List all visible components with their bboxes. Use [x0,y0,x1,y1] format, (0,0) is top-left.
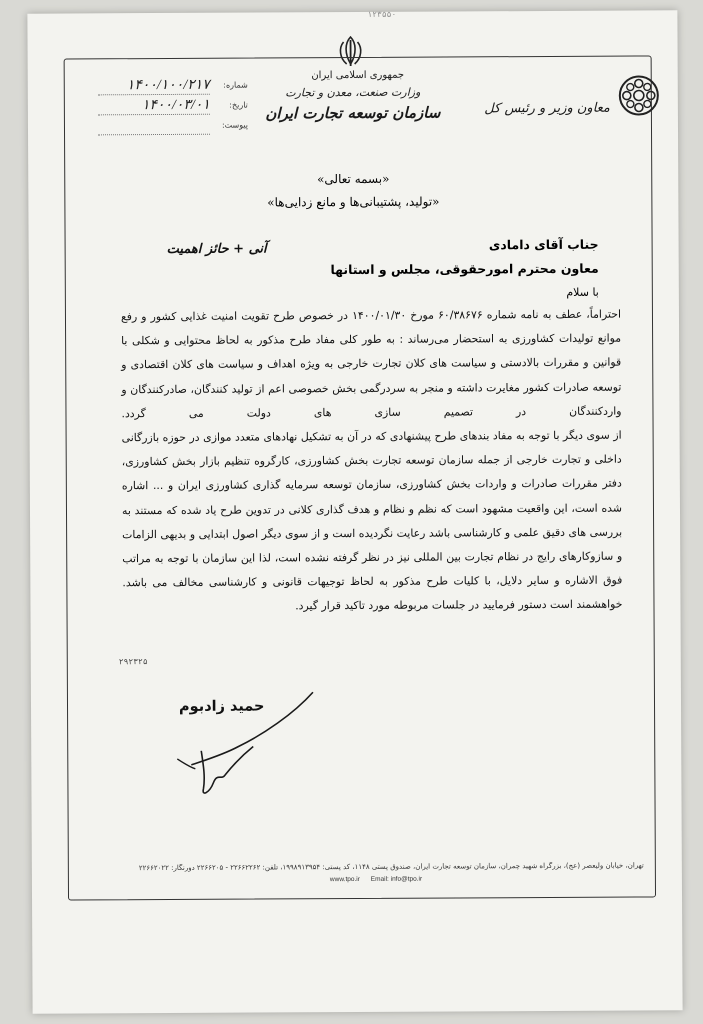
body-paragraph-2: از سوی دیگر با توجه به مفاد بندهای طرح پیشنهادی که در آن به تشکیل نهادهای متعدد موازی در حوزه بازرگانی داخلی و تجارت خارجی از جمله سازمان توسعه تجارت بخش کشاورزی، کارگروه تنظیم بازار بخش کشاورزی، دفتر مقررات صادرات و واردات بخش کشاورزی، سازمان توسعه سرمایه گذاری کشاورزی ایران و ... اشاره شده است، این واقعیت مشهود است که نظم و نظام و هدف گذاری کلانی در تدوین طرح یاد شده که مستند به بررسی های دقیق علمی و کارشناسی باشد رعایت نگردیده است و از سوی دیگر اصول ابتدایی و بدیهی الزامات و سازوکارهای رایج در نظام تجارت بین المللی نیز در نظر گرفته نشده است، لذا این سازمان با توجه به مراتب فوق الاشاره و سایر دلایل، با کلیات طرح مذکور به لحاظ توجیهات قانونی و کارشناسی مخالف می باشد. خواهشمند است دستور فرمایید در جلسات مربوطه مورد تاکید قرار گیرد. [121,428,623,613]
letter-meta [98,77,248,138]
header-ministry: وزارت صنعت، معدن و تجارت [285,85,421,100]
greeting: با سلام [566,285,599,299]
header-deputy-title: معاون وزیر و رئیس کل [484,100,610,117]
year-slogan: «تولید، پشتیبانی‌ها و مانع زدایی‌ها» [267,194,440,210]
meta-attachment-line [98,134,210,136]
footer-address: تهران، خیابان ولیعصر (عج)، بزرگراه شهید چمران، سازمان توسعه تجارت ایران، صندوق پستی ۱۱۴۸، کد پستی: ۱۹۹۸۹۱۳۹۵۴، تلفن: ۲۲۶۶۲۲۶۲ - ۲۲۶۶۲۰۵ دورنگار: ۲۲۶۶۲۰۲۲ [138,861,644,873]
meta-number-value: ۱۴۰۰/۱۰۰/۲۱۷ [126,77,210,94]
addressee: جناب آقای دامادی [488,236,599,253]
footer-email[interactable]: Email: info@tpo.ir [370,875,423,883]
letter-sheet [27,10,682,1013]
footer-website[interactable]: www.tpo.ir [329,875,360,884]
header-organization: سازمان توسعه تجارت ایران [265,103,441,123]
meta-number-row [98,77,248,98]
meta-date-value: ۱۴۰۰/۰۳/۰۱ [141,97,210,114]
header-republic: جمهوری اسلامی ایران [311,69,405,82]
meta-number-line [98,94,210,96]
basmala: «بسمه تعالی» [317,171,390,187]
handwritten-note: آنی + حائز اهمیت [166,241,267,257]
footer-web [330,876,422,883]
meta-attachment-label: پیوست: [221,120,248,130]
meta-attachment-row [98,117,248,138]
reference-number: ۲۹۲۳۲۵ [118,657,148,667]
body-paragraph-1: احتراماً، عطف به نامه شماره ۶۰/۳۸۶۷۶ مورخ ۱۴۰۰/۰۱/۳۰ در خصوص طرح تقویت امنیت غذایی کشور و رفع موانع تولیدات کشاورزی به استحضار می‌رساند : به طور کلی مفاد طرح مذکور به لحاظ محتوایی و شکلی با قوانین و مقررات بالادستی و سیاست های کلان تجارت خارجی به ویژه اهداف و سیاست های کلان اقتصادی و توسعه صادرات کشور مغایرت داشته و منجر به سردرگمی بخش خصوصی اعم از تولید کنندگان، صادرکنندگان و واردکنندگان در تصمیم سازی های دولت می گردد. [120,307,622,421]
meta-date-label: تاریخ: [229,100,248,110]
letter-body [121,303,623,620]
tpo-logo-icon [618,74,660,116]
meta-number-label: شماره: [223,80,248,90]
meta-date-row [98,97,248,118]
meta-date-line [98,114,210,116]
signatory-name: حمید زادبوم [178,698,265,715]
top-mark: ۱۲۳۵۵۰ [367,9,397,19]
recipient-title: معاون محترم امورحقوقی، مجلس و استانها [330,260,599,278]
